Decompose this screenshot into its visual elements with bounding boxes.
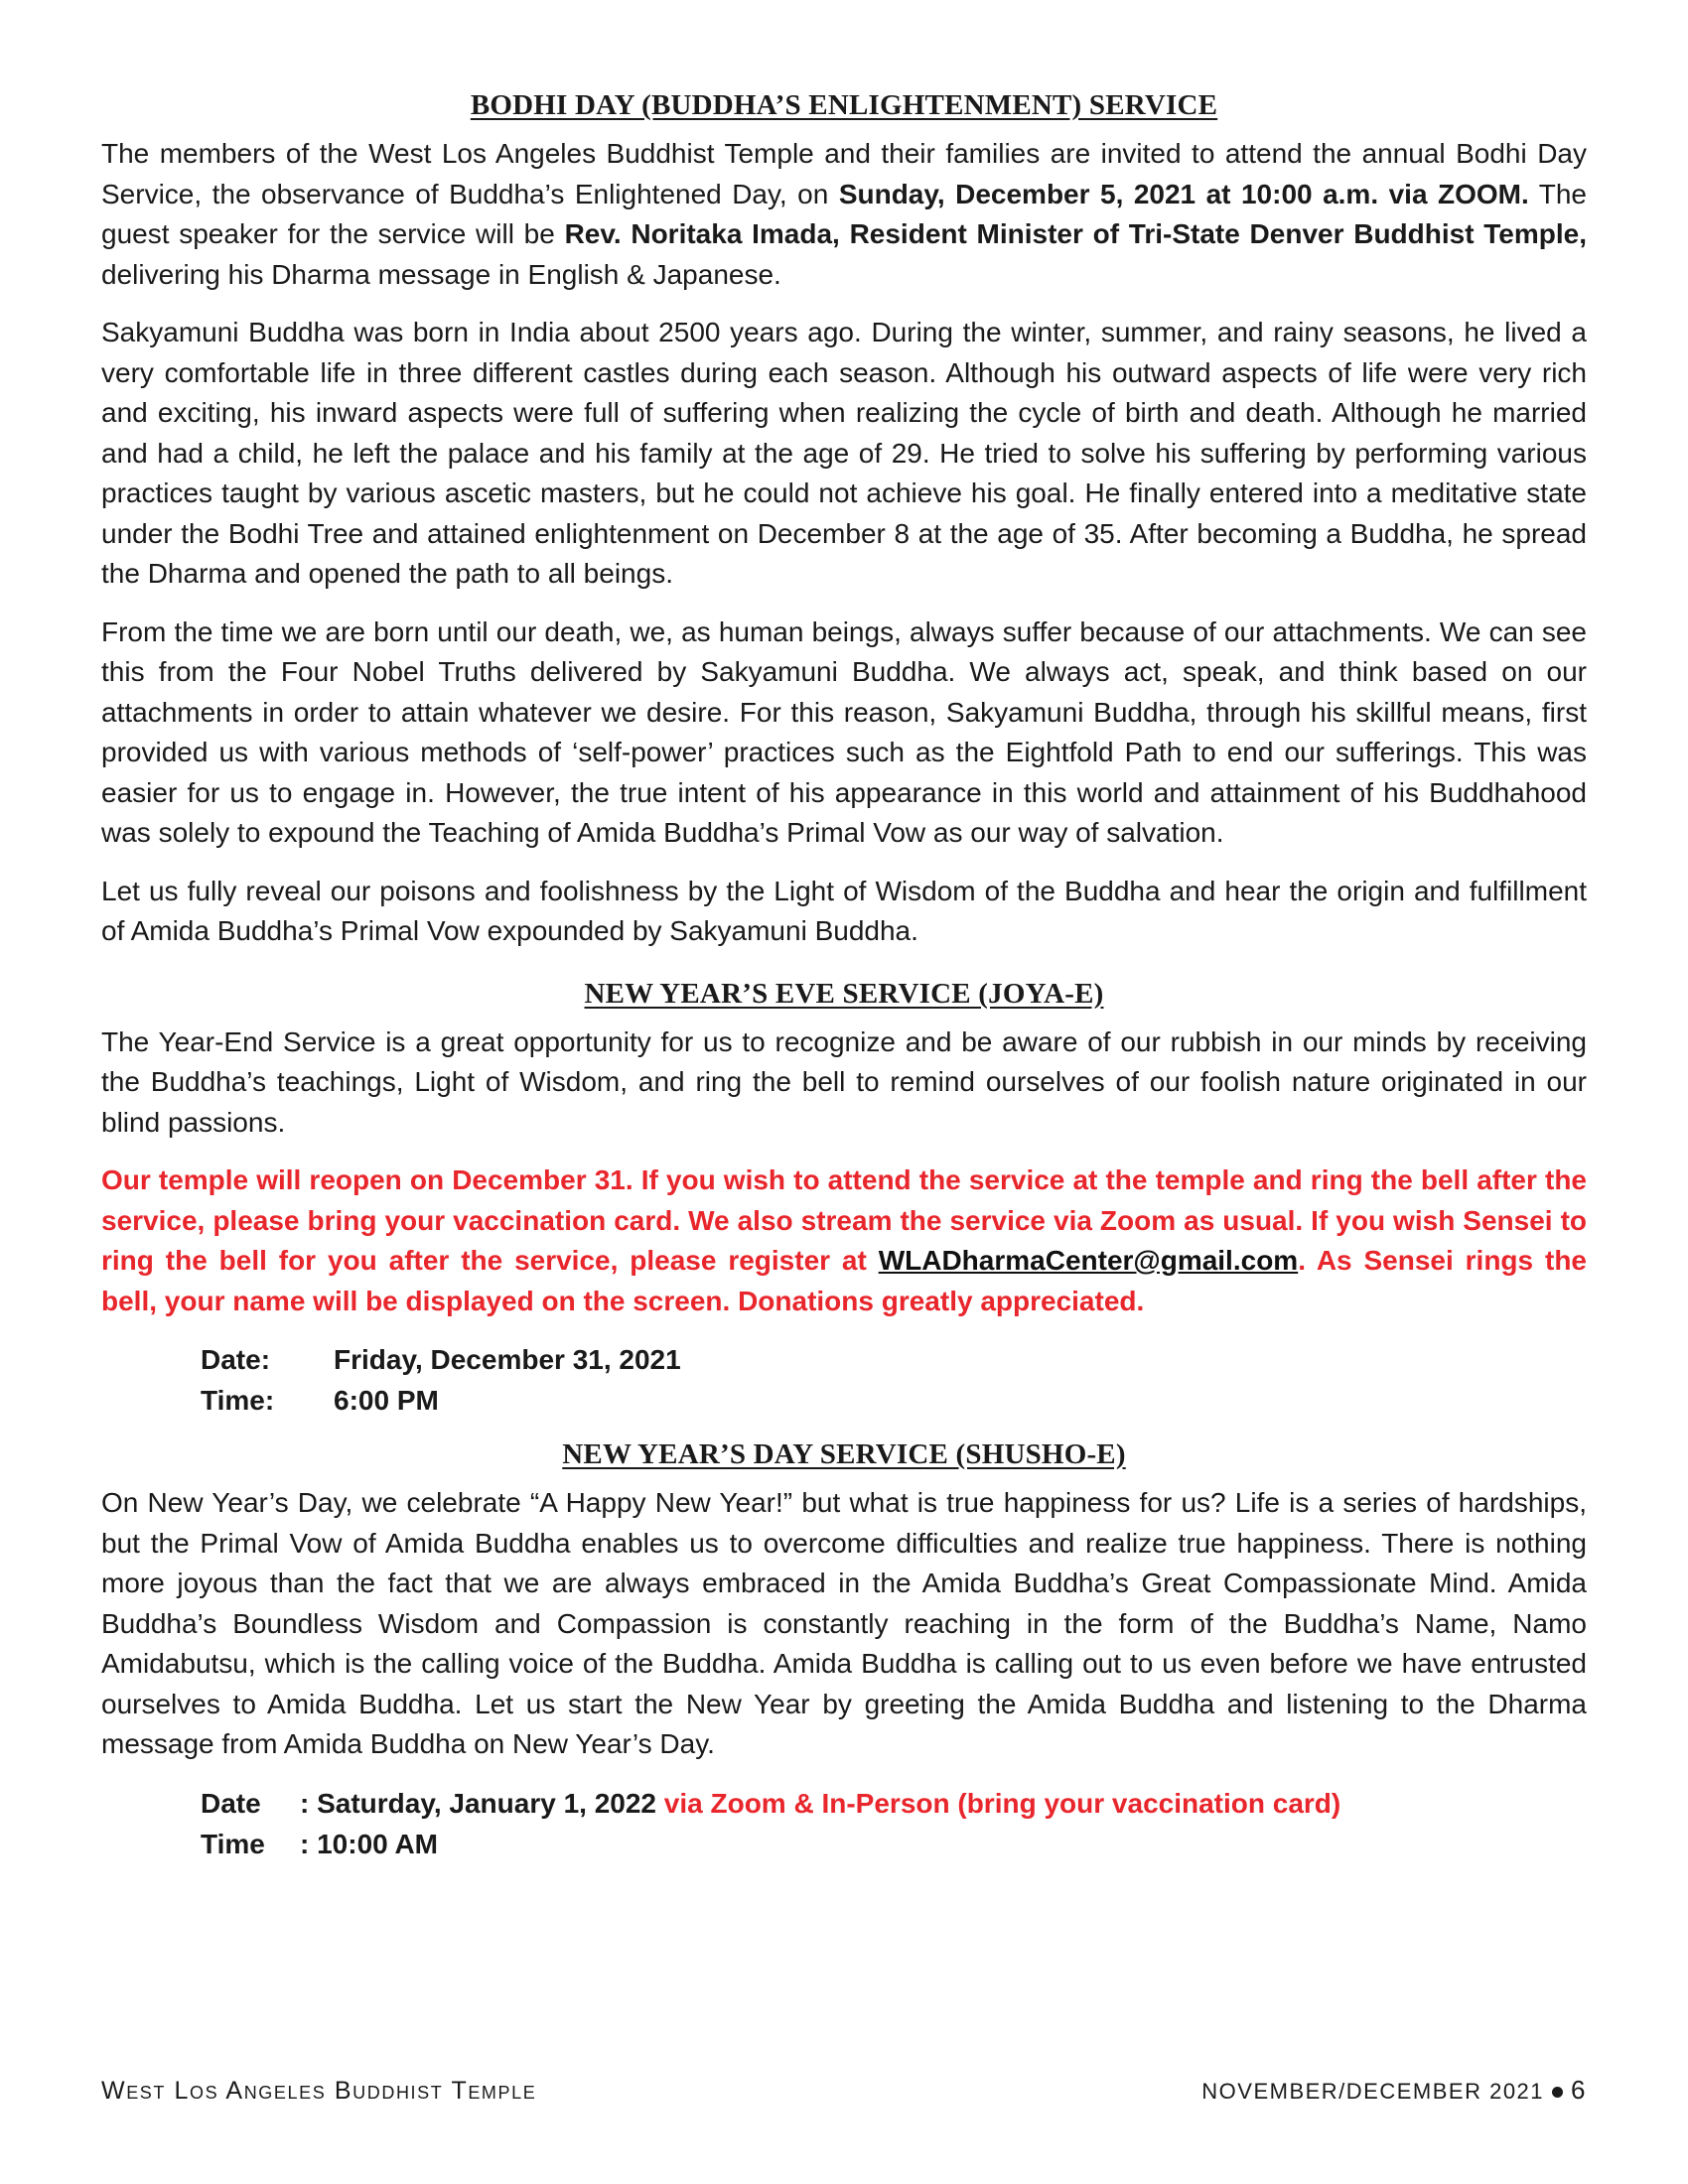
- bodhi-date-text: Sunday, December 5, 2021 at 10:00 a.m. via ZOOM.: [838, 178, 1529, 209]
- footer-issue-date: NOVEMBER/DECEMBER 2021: [1201, 2079, 1545, 2104]
- day-date-label: Date: [201, 1787, 261, 1819]
- day-time-label: Time: [201, 1828, 265, 1859]
- new-years-eve-paragraph: The Year-End Service is a great opportunity for us to recognize and be aware of our rubbish in our minds by receiving the Buddha’s teachings, Light of Wisdom, and ring the bell to remind ourselves of our foolish nature originated in our blind passions.: [101, 1025, 1587, 1138]
- bodhi-intro-paragraph: [101, 134, 1587, 295]
- reopen-notice-text: Our temple will reopen on December 31. If you wish to attend the service at the temple and ring the bell after the service, please bring your vaccination card. We also stream the service via Zoom as usual. If you wish Sensei to ring the bell for you after the service, please register at: [101, 1164, 1587, 1276]
- bodhi-history-paragraph: Sakyamuni Buddha was born in India about 2500 years ago. During the winter, summer, and rainy seasons, he lived a very comfortable life in three different castles during each season. Although his outward aspects of life were very rich and exciting, his inward aspects were full of suffering when realizing the cycle of birth and death. Although he married and had a child, he left the palace and his family at the age of 29. He tried to solve his suffering by performing various practices taught by various ascetic masters, but he could not achieve his goal. He finally entered into a meditative state under the Bodhi Tree and attained enlightenment on December 8 at the age of 35. After becoming a Buddha, he spread the Dharma and opened the path to all beings.: [101, 317, 1587, 589]
- eve-date-value: Friday, December 31, 2021: [334, 1344, 681, 1375]
- bodhi-speaker-name: Rev. Noritaka Imada, Resident Minister of Tri-State Denver Buddhist Temple,: [564, 218, 1587, 249]
- bodhi-day-section: [101, 89, 1587, 952]
- bodhi-speaker-tail: delivering his Dharma message in English & Japanese.: [101, 258, 781, 290]
- page-footer: [101, 2075, 1587, 2106]
- bodhi-intro-text: The members of the West Los Angeles Buddhist Temple and their families are invited to attend the annual Bodhi Day Service, the observance of Buddha’s Enlightened Day, on: [101, 138, 1587, 209]
- bodhi-closing-paragraph: Let us fully reveal our poisons and foolishness by the Light of Wisdom of the Buddha and hear the origin and fulfillment of Amida Buddha’s Primal Vow expounded by Sakyamuni Buddha.: [101, 875, 1587, 946]
- footer-temple-name: West Los Angeles Buddhist Temple: [101, 2077, 537, 2105]
- email-link[interactable]: WLADharmaCenter@gmail.com: [878, 1245, 1299, 1276]
- day-date-row: [201, 1783, 1587, 1824]
- day-date-value: : Saturday, January 1, 2022: [300, 1787, 664, 1819]
- day-time-row: [201, 1824, 1587, 1864]
- reopen-notice-paragraph: [101, 1160, 1587, 1321]
- eve-date-label: Date:: [201, 1344, 271, 1375]
- eve-time-value: 6:00 PM: [334, 1385, 439, 1416]
- day-date-note: via Zoom & In-Person (bring your vaccination card): [663, 1787, 1341, 1819]
- new-years-eve-section: [101, 978, 1587, 1422]
- bodhi-teaching-paragraph: From the time we are born until our death, we, as human beings, always suffer because of our attachments. We can see this from the Four Nobel Truths delivered by Sakyamuni Buddha. We always act, speak, and think based on our attachments in order to attain whatever we desire. For this reason, Sakyamuni Buddha, through his skillful means, first provided us with various methods of ‘self-power’ practices such as the Eightfold Path to end our sufferings. This was easier for us to engage in. However, the true intent of his appearance in this world and attainment of his Buddhahood was solely to expound the Teaching of Amida Buddha’s Primal Vow as our way of salvation.: [101, 615, 1587, 848]
- eve-time-row: [201, 1380, 1587, 1421]
- new-years-day-schedule: [201, 1783, 1587, 1864]
- new-years-eve-schedule: [201, 1339, 1587, 1421]
- footer-issue: [1201, 2075, 1587, 2106]
- eve-time-label: Time:: [201, 1385, 275, 1416]
- new-years-eve-heading: NEW YEAR’S EVE SERVICE (JOYA-E): [584, 977, 1104, 1010]
- new-years-day-paragraph: On New Year’s Day, we celebrate “A Happy New Year!” but what is true happiness for us? Life is a series of hardships, but the Primal Vow of Amida Buddha enables us to overcome difficulties and realize true happiness. There is nothing more joyous than the fact that we are always embraced in the Amida Buddha’s Great Compassionate Mind. Amida Buddha’s Boundless Wisdom and Compassion is constantly reaching in the form of the Buddha’s Name, Namo Amidabutsu, which is the calling voice of the Buddha. Amida Buddha is calling out to us even before we have entrusted ourselves to Amida Buddha. Let us start the New Year by greeting the Amida Buddha and listening to the Dharma message from Amida Buddha on New Year’s Day.: [101, 1487, 1587, 1759]
- day-date-group: [300, 1783, 1340, 1824]
- eve-date-row: [201, 1339, 1587, 1380]
- bodhi-day-heading: BODHI DAY (BUDDHA’S ENLIGHTENMENT) SERVICE: [470, 89, 1218, 121]
- day-time-value: : 10:00 AM: [300, 1828, 439, 1859]
- new-years-day-section: [101, 1438, 1587, 1864]
- page-number: 6: [1571, 2075, 1587, 2105]
- new-years-day-heading: NEW YEAR’S DAY SERVICE (SHUSHO-E): [562, 1438, 1126, 1470]
- bodhi-speaker-lead: The guest speaker for the service will be: [101, 178, 1587, 249]
- reopen-notice-tail: . As Sensei rings the bell, your name will be displayed on the screen. Donations greatly appreciated.: [101, 1245, 1587, 1316]
- bullet-dot-icon: [1552, 2087, 1563, 2098]
